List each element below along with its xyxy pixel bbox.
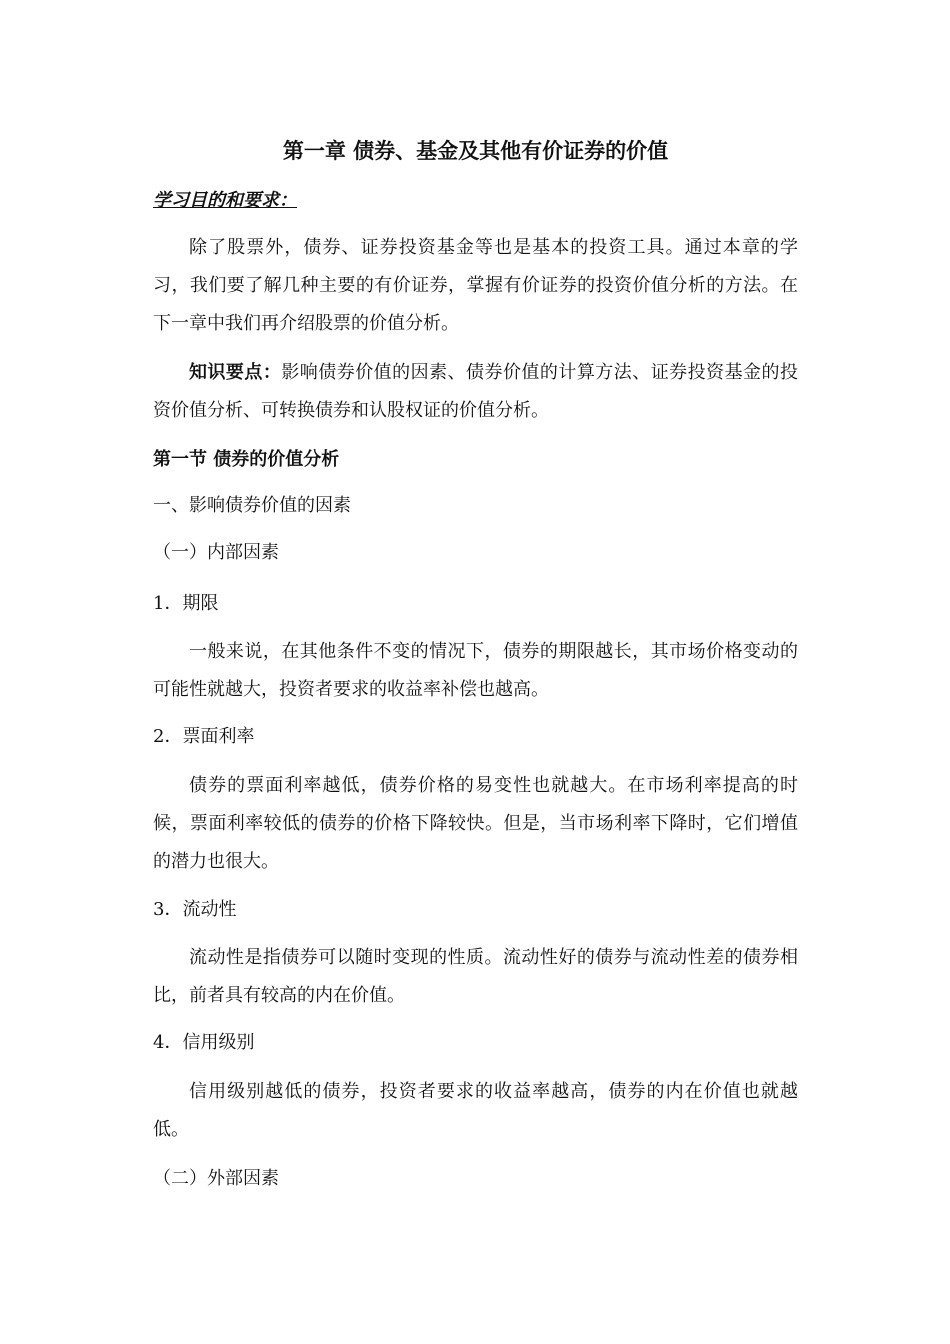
external-factors-heading: （二）外部因素 (153, 1168, 279, 1189)
objectives-heading: 学习目的和要求： (153, 190, 297, 211)
item-1-heading: 1．期限 (153, 593, 219, 614)
item-2-text: 债券的票面利率越低，债券价格的易变性也就越大。在市场利率提高的时候，票面利率较低的债券的价格下降较快。但是，当市场利率下降时，它们增值的潜力也很大。 (153, 775, 798, 872)
item-4-heading: 4．信用级别 (153, 1032, 255, 1053)
subsection-heading: 一、影响债券价值的因素 (153, 495, 351, 516)
item-4-text: 信用级别越低的债券，投资者要求的收益率越高，债券的内在价值也就越低。 (153, 1081, 798, 1140)
item-3-heading: 3．流动性 (153, 899, 237, 920)
chapter-title: 第一章 债券、基金及其他有价证券的价值 (282, 138, 669, 163)
key-points-label: 知识要点： (189, 362, 282, 383)
item-1-text: 一般来说，在其他条件不变的情况下，债券的期限越长，其市场价格变动的可能性就越大，投资者要求的收益率补偿也越高。 (153, 641, 798, 700)
internal-factors-heading: （一）内部因素 (153, 542, 279, 563)
intro-paragraph: 除了股票外，债券、证券投资基金等也是基本的投资工具。通过本章的学习，我们要了解几种主要的有价证券，掌握有价证券的投资价值分析的方法。在下一章中我们再介绍股票的价值分析。 (153, 237, 798, 334)
key-points-text: 影响债券价值的因素、债券价值的计算方法、证券投资基金的投资价值分析、可转换债券和认股权证的价值分析。 (153, 362, 798, 421)
item-2-heading: 2．票面利率 (153, 726, 255, 747)
key-points-paragraph (153, 354, 798, 430)
item-3-text: 流动性是指债券可以随时变现的性质。流动性好的债券与流动性差的债券相比，前者具有较高的内在价值。 (153, 947, 798, 1006)
section-heading: 第一节 债券的价值分析 (153, 449, 340, 470)
